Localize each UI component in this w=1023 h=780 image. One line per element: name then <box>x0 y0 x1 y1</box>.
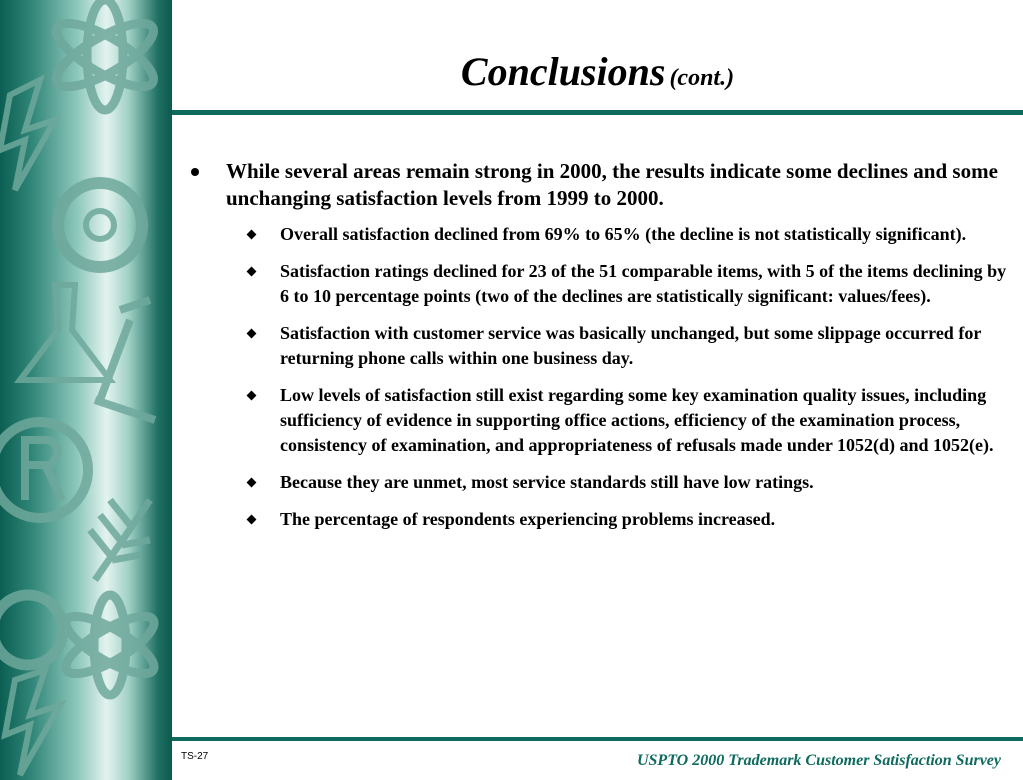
sub-bullet <box>244 259 1008 309</box>
gear-icon-bottom <box>0 595 63 665</box>
sub-bullet <box>244 383 1008 458</box>
sub-bullet-text: Low levels of satisfaction still exist regarding some key examination quality issues, including sufficiency of evidence in supporting office actions, efficiency of the examination process, consistency of examination, and appropriateness of refusals made under 1052(d) and 1052(e). <box>280 385 994 455</box>
sub-bullet-text: The percentage of respondents experiencing problems increased. <box>280 509 776 529</box>
page-number: TS-27 <box>181 751 209 762</box>
atom-icon-bottom <box>59 595 162 695</box>
flask-icon <box>20 285 110 380</box>
diamond-bullet-icon <box>247 329 257 339</box>
diamond-bullet-icon <box>247 267 257 277</box>
sub-bullet-list <box>188 222 1008 532</box>
footer-survey-title: USPTO 2000 Trademark Customer Satisfaction Survey <box>636 752 1001 769</box>
decorative-sidebar <box>0 0 172 780</box>
diamond-bullet-icon <box>247 515 257 525</box>
title-sub: (cont.) <box>669 65 735 91</box>
sub-bullet-text: Satisfaction ratings declined for 23 of the 51 comparable items, with 5 of the items declining by 6 to 10 percentage points (two of the declines are statistically significant: values/fees). <box>280 261 1007 306</box>
diamond-bullet-icon <box>247 230 257 240</box>
sub-bullet <box>244 470 1008 495</box>
page-title <box>172 48 1023 95</box>
sidebar-icons <box>0 0 172 780</box>
sub-bullet <box>244 507 1008 532</box>
title-divider <box>172 110 1023 115</box>
registered-icon <box>0 422 88 518</box>
content-area <box>188 158 1008 544</box>
main-bullet <box>188 158 1008 212</box>
footer-divider <box>172 737 1023 741</box>
lightning-icon-bottom <box>5 670 60 775</box>
gear-icon <box>58 183 142 267</box>
diamond-bullet-icon <box>247 478 257 488</box>
title-main: Conclusions <box>460 49 666 94</box>
microscope-icon <box>95 300 155 420</box>
atom-icon <box>48 0 161 110</box>
main-bullet-text: While several areas remain strong in 2000, the results indicate some declines and some unchanging satisfaction levels from 1999 to 2000. <box>226 159 998 210</box>
sub-bullet-text: Satisfaction with customer service was basically unchanged, but some slippage occurred for returning phone calls within one business day. <box>280 323 981 368</box>
sub-bullet <box>244 222 1008 247</box>
lightning-icon <box>0 80 55 190</box>
diamond-bullet-icon <box>247 391 257 401</box>
bullet-dot-icon <box>191 168 199 176</box>
sub-bullet-text: Because they are unmet, most service standards still have low ratings. <box>280 472 814 492</box>
sub-bullet <box>244 321 1008 371</box>
sub-bullet-text: Overall satisfaction declined from 69% to 65% (the decline is not statistically significant). <box>280 224 967 244</box>
wheat-icon <box>90 500 150 580</box>
